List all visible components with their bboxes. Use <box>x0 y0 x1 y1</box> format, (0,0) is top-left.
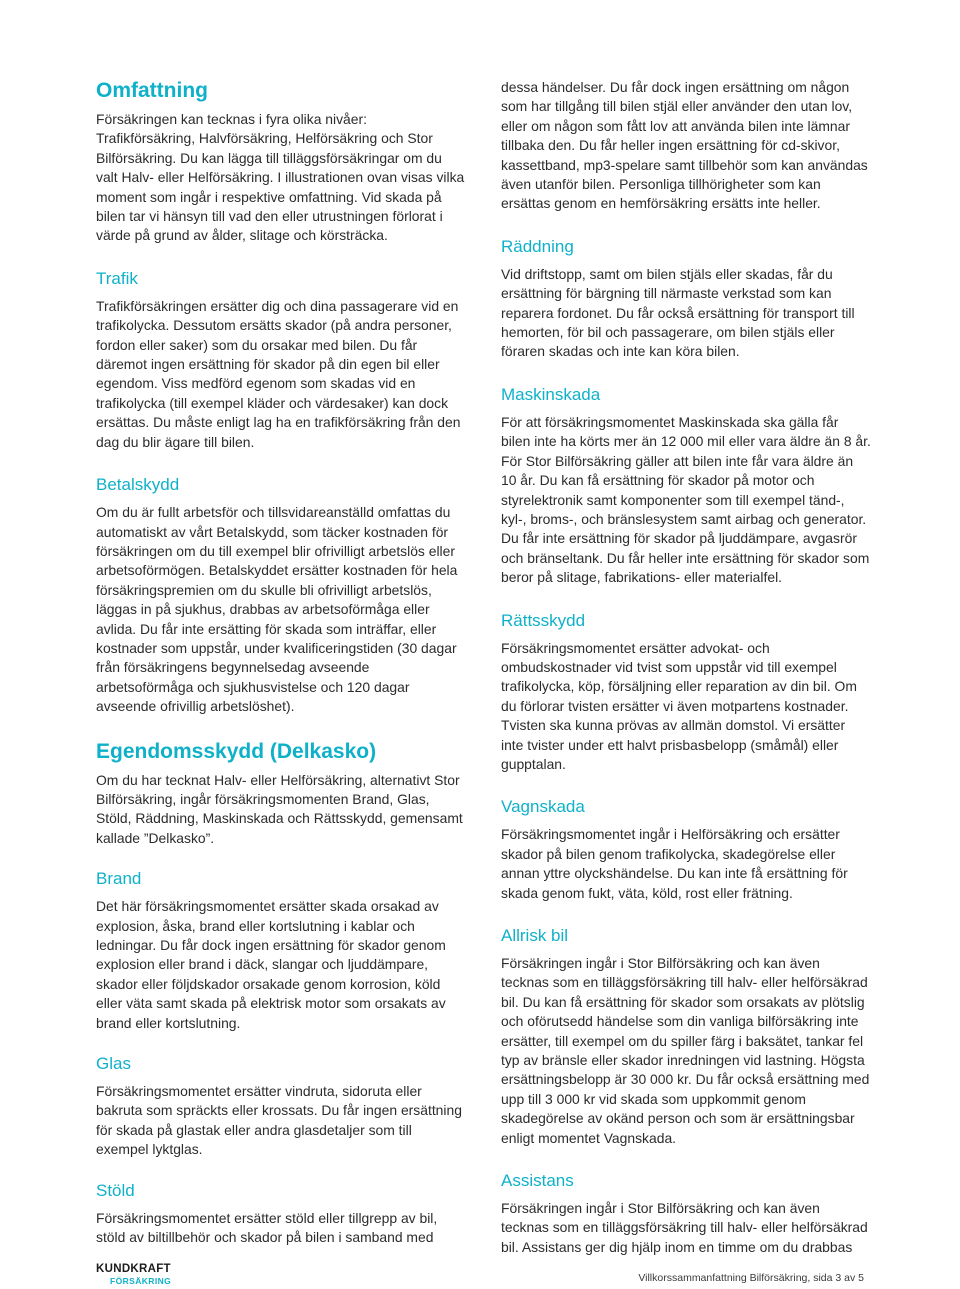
brand-text: Det här försäkringsmomentet ersätter skada orsakad av explosion, åska, brand eller kortslutning i kablar och ledningar. Du får dock ingen ersättning för skador genom explosion eller brand i däck, slangar och ljuddämpare, skador eller följdskador orsakade genom korrosion, köld eller väta samt skada på elektrisk motor som orsakats av brand eller kortslutning. <box>96 898 446 1031</box>
betalskydd-text: Om du är fullt arbetsför och tillsvidareanställd omfattas du automatiskt av vårt Betalskydd, som täcker kostnaden för försäkringen om du till exempel blir ofrivilligt arbetslös eller arbetsoförmögen. Betalskyddet ersätter kostnaden för hela försäkringspremien om du skulle bli ofrivilligt arbetslös, läggas in på sjukhus, drabbas av arbetsoförmåga eller avlida. Du får inte ersätting för skada som inträffar, eller kostnader som uppstår, under kvalificeringstiden (30 dagar från försäkringens begynnelsedag avseende arbetsoförmåga och sjukhusvistelse och 120 dagar avseende ofrivillig arbetslöshet). <box>96 504 458 715</box>
maskinskada-heading: Maskinskada <box>501 384 601 404</box>
left-column <box>96 78 466 1247</box>
allrisk-heading: Allrisk bil <box>501 926 569 945</box>
glas-text: Försäkringsmomentet ersätter vindruta, sidoruta eller bakruta som spräckts eller krossats. Du får ingen ersättning för skada på glastak eller andra glasdetaljer som till exempel lyktglas. <box>96 1083 462 1158</box>
assistans-heading: Assistans <box>501 1171 574 1191</box>
page-footer-note: Villkorssammanfattning Bilförsäkring, sida 3 av 5 <box>638 1272 864 1284</box>
vagnskada-text: Försäkringsmomentet ingår i Helförsäkring och ersätter skador på bilen genom trafikolycka, skadegörelse eller annan yttre olyckshändelse. Du kan inte få ersättning för skada genom fukt, väta, köld, rost eller frätning. <box>501 826 848 901</box>
right-column <box>501 78 871 1257</box>
maskinskada-text: För att försäkringsmomentet Maskinskada ska gälla får bilen inte ha körts mer än 12 000 mil eller vara äldre än 8 år. För Stor Bilförsäkring gäller att bilen inte får vara äldre än 10 år. Du kan få ersättning för skador på motor och styrelektronik samt komponenter som till exempel tänd-, kyl-, broms-, och bränslesystem samt airbag och generator. Du får inte ersättning för skador på ljuddämpare, avgasrör och bränseltank. Du får heller inte ersättning för skador som beror på slitage, fabrikations- eller materialfel. <box>501 413 871 586</box>
kundkraft-logo <box>96 1264 171 1285</box>
trafik-heading: Trafik <box>96 268 138 288</box>
omfattning-heading: Omfattning <box>96 79 208 102</box>
omfattning-text: Försäkringen kan tecknas i fyra olika nivåer: Trafikförsäkring, Halvförsäkring, Helförsäkring och Stor Bilförsäkring. Du kan lägga till tilläggsförsäkringar om du valt Halv- eller Helförsäkring. I illustrationen ovan visas vilka moment som ingår i respektive omfattning. Vid skada på bilen tar vi hänsyn till vad den eller utrustningen förlorat i värde på grund av ålder, slitage och körsträcka. <box>96 111 465 244</box>
betalskydd-heading: Betalskydd <box>96 475 180 495</box>
vagnskada-heading: Vagnskada <box>501 797 585 817</box>
trafik-text: Trafikförsäkringen ersätter dig och dina passagerare vid en trafikolycka. Dessutom ersätts skador (på andra personer, fordon eller saker) som du orsakar med bilen. Du får däremot ingen ersättning för skador på din egen bil eller egendom. Viss medförd egenom som skadas vid en trafikolycka (till exempel kläder och värdesaker) kan dock ersättas. Du måste enligt lag ha en trafikförsäkring från den dag du blir ägare till bilen. <box>96 297 461 450</box>
rattsskydd-heading: Rättsskydd <box>501 610 586 630</box>
logo-subtitle: FÖRSÄKRING <box>110 1275 172 1286</box>
brand-heading: Brand <box>96 869 142 889</box>
stold-text: Försäkringsmomentet ersätter stöld eller tillgrepp av bil, stöld av biltillbehör och skador på bilen i samband med <box>96 1209 438 1246</box>
allrisk-text: Försäkringen ingår i Stor Bilförsäkring och kan även tecknas som en tilläggsförsäkring till halv- eller helförsäkrad bil. Du kan få ersättning för skador som orsakats av plötslig och oförutsedd händelse som din vanliga bilförsäkring inte ersätter, till exempel om du spiller färg i baksätet, tankar fel typ av bränsle eller skador inredningen vid lastning. Högsta ersättningsbelopp är 30 000 kr. Du får också ersättning med upp till 3 000 kr vid skada som uppkommit genom skadegörelse av okänd person och som är ersättningsbar enligt momentet Vagnskada. <box>501 955 870 1146</box>
assistans-text: Försäkringen ingår i Stor Bilförsäkring och kan även tecknas som en tilläggsförsäkring till halv- eller helförsäkrad bil. Assistans ger dig hjälp inom en timme om du drabbas <box>501 1200 868 1255</box>
raddning-text: Vid driftstopp, samt om bilen stjäls eller skadas, får du ersättning för bärgning till närmaste verkstad som kan reparera fordonet. Du får också ersättning för transport till hemorten, för bil och passagerare, om bilen stjäls eller föraren skadas och inte kan köra bilen. <box>501 265 855 360</box>
egendomsskydd-heading: Egendomsskydd (Delkasko) <box>96 739 377 763</box>
egendomsskydd-text: Om du har tecknat Halv- eller Helförsäkring, alternativt Stor Bilförsäkring, ingår försäkringsmomenten Brand, Glas, Stöld, Räddning, Maskinskada och Rättsskydd, gemensamt kallade ”Delkasko”. <box>96 771 463 846</box>
raddning-heading: Räddning <box>501 236 574 256</box>
stold-heading: Stöld <box>96 1180 135 1200</box>
glas-heading: Glas <box>96 1054 131 1074</box>
logo-wordmark: KUNDKRAFT <box>96 1263 171 1275</box>
rattsskydd-text: Försäkringsmomentet ersätter advokat- och ombudskostnader vid tvist som uppstår vid till exempel trafikolycka, köp, försäljning eller reparation av din bil. Om du förlorar tvisten ersätter vi även motpartens kostnader. Tvisten ska kunna prövas av allmän domstol. Vi ersätter inte tvister under ett halvt prisbasbelopp (småmål) eller gupptalan. <box>501 639 857 772</box>
stold-continued-text: dessa händelser. Du får dock ingen ersättning om någon som har tillgång till bilen stjäl eller använder den utan lov, eller om någon som fått lov att använda bilen inte lämnar tillbaka den. Du får heller ingen ersättning för cd-skivor, kassettband, mp3-spelare samt tillbehör som kan användas även utanför bilen. Personliga tillhörigheter som kan ersättas genom en hemförsäkring ersätts inte heller. <box>501 79 868 212</box>
